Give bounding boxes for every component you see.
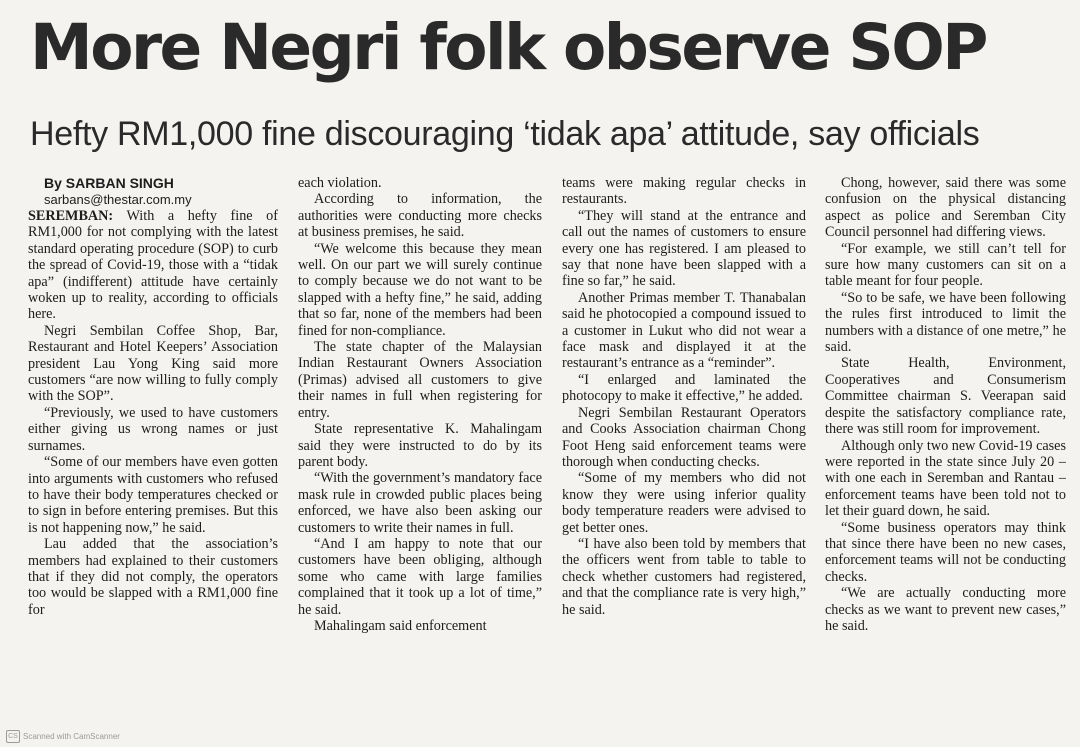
- paragraph: Chong, however, said there was some confusion on the physical distancing aspect as police and Seremban City Council personnel had differing views.: [825, 175, 1066, 241]
- paragraph: “With the government’s mandatory face mask rule in crowded public places being enforced, we have also been asking our customers to write their names in full.: [298, 470, 542, 536]
- paragraph: “They will stand at the entrance and call out the names of customers to ensure every one has registered. I am pleased to say that none have been slapped with a fine so far,” he said.: [562, 207, 806, 290]
- paragraph: Mahalingam said enforcement: [314, 617, 487, 634]
- paragraph: “We welcome this because they mean well. On our part we will surely continue to comply because we do not want to be slapped with a hefty fine,” he said, adding that so far, none of the members had been fined for non-compliance.: [298, 240, 542, 339]
- byline: By SARBAN SINGH: [44, 175, 174, 191]
- paragraph: each violation.: [298, 175, 382, 191]
- subheadline: Hefty RM1,000 fine discouraging ‘tidak apa’ attitude, say officials: [30, 115, 980, 153]
- article-column-2: [298, 175, 542, 715]
- paragraph: “Some business operators may think that since there have been no new cases, enforcement teams will not be conducting checks.: [825, 519, 1066, 585]
- paragraph: “So to be safe, we have been following the rules first introduced to limit the numbers with a distance of one metre,” he said.: [825, 289, 1066, 356]
- paragraph: “I enlarged and laminated the photocopy to make it effective,” he added.: [562, 371, 806, 405]
- paragraph: The state chapter of the Malaysian Indian Restaurant Owners Association (Primas) advised all customers to give their names in full when registering for entry.: [298, 339, 542, 421]
- article-column-4: [825, 175, 1066, 715]
- paragraph: “Previously, we used to have customers either giving us wrong names or just surnames.: [28, 404, 278, 454]
- paragraph-text: With a hefty fine of RM1,000 for not complying with the latest standard operating procedure (SOP) to curb the spread of Covid-19, those with a “tidak apa” (indifferent) attitude have certainly woken up to reality, according to officials here.: [28, 208, 278, 323]
- paragraph: [28, 208, 278, 323]
- paragraph: teams were making regular checks in restaurants.: [562, 175, 806, 208]
- paragraph: State Health, Environment, Cooperatives and Consumerism Committee chairman S. Veerapan said despite the satisfactory compliance rate, there was still room for improvement.: [825, 355, 1066, 438]
- paragraph: “We are actually conducting more checks as we want to prevent new cases,” he said.: [825, 585, 1066, 634]
- paragraph: Although only two new Covid-19 cases were reported in the state since July 20 – with one each in Seremban and Rantau – enforcement teams have been told not to let their guard down, he said.: [825, 437, 1066, 520]
- paragraph: Another Primas member T. Thanabalan said he photocopied a compound issued to a customer in Lukut who did not wear a face mask and displayed it at the restaurant’s entrance as a “reminder”.: [562, 289, 806, 372]
- camscanner-icon: CS: [6, 730, 20, 743]
- article-column-3: [562, 175, 806, 715]
- paragraph: “Some of my members who did not know they were using inferior quality body temperature readers were advised to get better ones.: [562, 470, 806, 536]
- headline: More Negri folk observe SOP: [30, 11, 986, 84]
- paragraph: State representative K. Mahalingam said they were instructed to do by its parent body.: [298, 421, 542, 470]
- paragraph: “And I am happy to note that our customers have been obliging, although some who came with large families complained that it took up a lot of time,” he said.: [298, 535, 542, 618]
- author-email: sarbans@thestar.com.my: [44, 192, 192, 207]
- watermark-text: Scanned with CamScanner: [23, 732, 120, 741]
- article-column-1: [28, 175, 278, 715]
- scanner-watermark: [6, 730, 120, 743]
- dateline: SEREMBAN:: [28, 208, 114, 224]
- paragraph: “I have also been told by members that the officers went from table to table to check whether customers had registered, and that the compliance rate is very high,” he said.: [562, 535, 806, 618]
- paragraph: Negri Sembilan Restaurant Operators and Cooks Association chairman Chong Foot Heng said enforcement teams were thorough when conducting checks.: [562, 404, 806, 470]
- paragraph: “Some of our members have even gotten into arguments with customers who refused to have their body temperatures checked or to sign in before entering premises. But this is not happening now,” he said.: [28, 454, 278, 536]
- paragraph: According to information, the authorities were conducting more checks at business premises, he said.: [298, 191, 542, 241]
- paragraph: Lau added that the association’s members had explained to their customers that if they did not comply, the operators too would be slapped with a RM1,000 fine for: [28, 536, 278, 618]
- paragraph: “For example, we still can’t tell for sure how many customers can sit on a table meant for four people.: [825, 240, 1066, 290]
- paragraph: Negri Sembilan Coffee Shop, Bar, Restaurant and Hotel Keepers’ Association president Lau Yong King said more customers “are now willing to fully comply with the SOP”.: [28, 322, 278, 405]
